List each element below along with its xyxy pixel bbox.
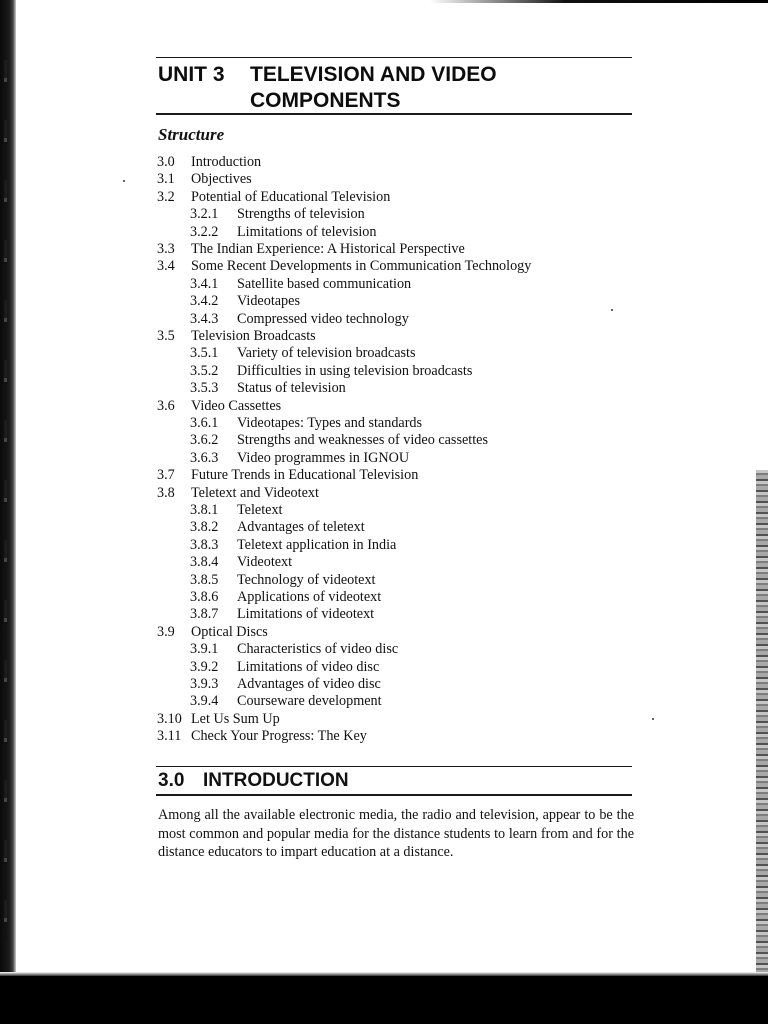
toc-entry [0,467,768,484]
toc-entry-number: 3.11 [157,728,182,745]
toc-entry-number: 3.5.1 [190,345,219,362]
toc-entry-title: Videotext [237,554,293,571]
intro-top-rule [156,766,632,767]
toc-entry [0,345,768,362]
toc-entry [0,711,768,728]
toc-entry [0,676,768,693]
toc-entry [0,311,768,328]
toc-entry-title: Let Us Sum Up [191,710,280,727]
structure-heading: Structure [158,125,225,144]
toc-entry-title: Optical Discs [191,623,268,640]
scan-edge-top [430,0,768,3]
toc-entry-number: 3.9 [157,623,175,640]
toc-entry [0,363,768,380]
toc-entry-number: 3.9.4 [190,693,219,710]
toc-entry-title: Video Cassettes [191,397,282,414]
toc-entry-number: 3.8.5 [190,571,219,588]
toc-entry-number: 3.2.2 [190,223,219,240]
toc-entry-title: Videotapes [237,293,300,310]
toc-entry [0,606,768,623]
intro-bottom-rule [156,794,632,796]
toc-entry [0,154,768,171]
toc-entry [0,276,768,293]
toc-entry-number: 3.4.3 [190,310,219,327]
toc-entry-number: 3.1 [157,171,175,188]
toc-entry-number: 3.8.3 [190,536,219,553]
toc-entry-number: 3.2 [157,188,175,205]
toc-entry-number: 3.6 [157,397,175,414]
toc-entry [0,398,768,415]
toc-entry-title: Future Trends in Educational Television [191,467,419,484]
toc-entry [0,328,768,345]
toc-entry-number: 3.10 [157,710,182,727]
toc-entry-number: 3.7 [157,467,175,484]
toc-entry-title: Video programmes in IGNOU [237,449,410,466]
toc-entry-number: 3.6.1 [190,415,219,431]
toc-entry-title: Strengths of television [237,206,365,223]
toc-entry [0,554,768,571]
toc-entry [0,641,768,658]
toc-entry-number: 3.6.2 [190,432,219,449]
heading-bottom-rule [156,113,632,115]
toc-entry-title: Some Recent Developments in Communication Technology [191,258,532,275]
toc-entry-title: The Indian Experience: A Historical Perspective [191,241,465,257]
toc-entry-title: Advantages of video disc [237,676,381,692]
toc-entry-number: 3.2.1 [190,206,219,223]
toc-entry-title: Difficulties in using television broadcasts [237,362,473,379]
toc-entry [0,485,768,502]
toc-entry [0,241,768,258]
heading-top-rule [156,57,632,58]
toc-entry [0,206,768,223]
section-title: INTRODUCTION [203,770,349,791]
toc-entry-number: 3.9.2 [190,658,219,675]
toc-entry-title: Limitations of television [237,223,377,240]
toc-entry [0,693,768,710]
toc-entry [0,502,768,519]
toc-entry-number: 3.8.6 [190,589,219,605]
toc-entry-title: Applications of videotext [237,589,382,605]
toc-entry [0,293,768,310]
toc-entry-title: Television Broadcasts [191,328,316,344]
toc-entry-title: Teletext and Videotext [191,484,319,501]
toc-entry-title: Potential of Educational Television [191,188,391,205]
toc-entry-number: 3.5 [157,328,175,344]
toc-entry-title: Status of television [237,380,346,397]
toc-entry-number: 3.5.2 [190,362,219,379]
toc-entry-title: Teletext [237,502,283,518]
toc-entry-number: 3.4.1 [190,275,219,292]
toc-entry-number: 3.8.2 [190,519,219,536]
toc-entry-title: Advantages of teletext [237,519,365,536]
toc-entry [0,432,768,449]
unit-number: UNIT 3 [158,63,225,86]
toc-entry-number: 3.3 [157,241,175,257]
toc-entry-title: Introduction [191,154,262,170]
toc-entry-title: Compressed video technology [237,310,409,327]
toc-entry [0,589,768,606]
section-number: 3.0 [158,770,185,791]
toc-entry [0,537,768,554]
toc-entry-number: 3.6.3 [190,449,219,466]
toc-entry-title: Satellite based communication [237,275,412,292]
toc-entry [0,415,768,432]
scan-edge-bottom [0,976,768,1024]
unit-title: TELEVISION AND VIDEO COMPONENTS [250,63,497,112]
toc-entry-title: Courseware development [237,693,382,710]
toc-entry-number: 3.9.1 [190,641,219,658]
toc-entry-title: Variety of television broadcasts [237,345,416,362]
toc-entry-number: 3.0 [157,154,175,170]
toc-entry [0,171,768,188]
toc-entry-number: 3.8 [157,484,175,501]
toc-entry [0,450,768,467]
toc-entry-number: 3.8.7 [190,606,219,623]
toc-entry [0,189,768,206]
toc-entry-title: Limitations of videotext [237,606,375,623]
toc-entry-title: Teletext application in India [237,536,397,553]
toc-entry-title: Videotapes: Types and standards [237,415,423,431]
toc-entry [0,624,768,641]
toc-entry [0,258,768,275]
toc-entry-title: Objectives [191,171,252,188]
toc-entry [0,519,768,536]
toc-entry [0,659,768,676]
toc-entry-number: 3.5.3 [190,380,219,397]
toc-entry-number: 3.4 [157,258,175,275]
toc-entry [0,572,768,589]
toc-entry [0,380,768,397]
toc-entry-title: Limitations of video disc [237,658,380,675]
toc-entry-title: Check Your Progress: The Key [191,728,367,745]
toc-entry-title: Technology of videotext [237,571,376,588]
toc-entry [0,728,768,745]
intro-paragraph: Among all the available electronic media, the radio and television, appear to be the most common and popular media for the distance students to learn from and for the distance educators to impart education at a distance. [158,807,634,860]
toc-entry-number: 3.8.1 [190,502,219,518]
toc-entry-number: 3.9.3 [190,676,219,692]
toc-entry-title: Characteristics of video disc [237,641,399,658]
toc-entry-title: Strengths and weaknesses of video cassettes [237,432,488,449]
toc-entry-number: 3.4.2 [190,293,219,310]
toc-entry-number: 3.8.4 [190,554,219,571]
toc-entry [0,224,768,241]
